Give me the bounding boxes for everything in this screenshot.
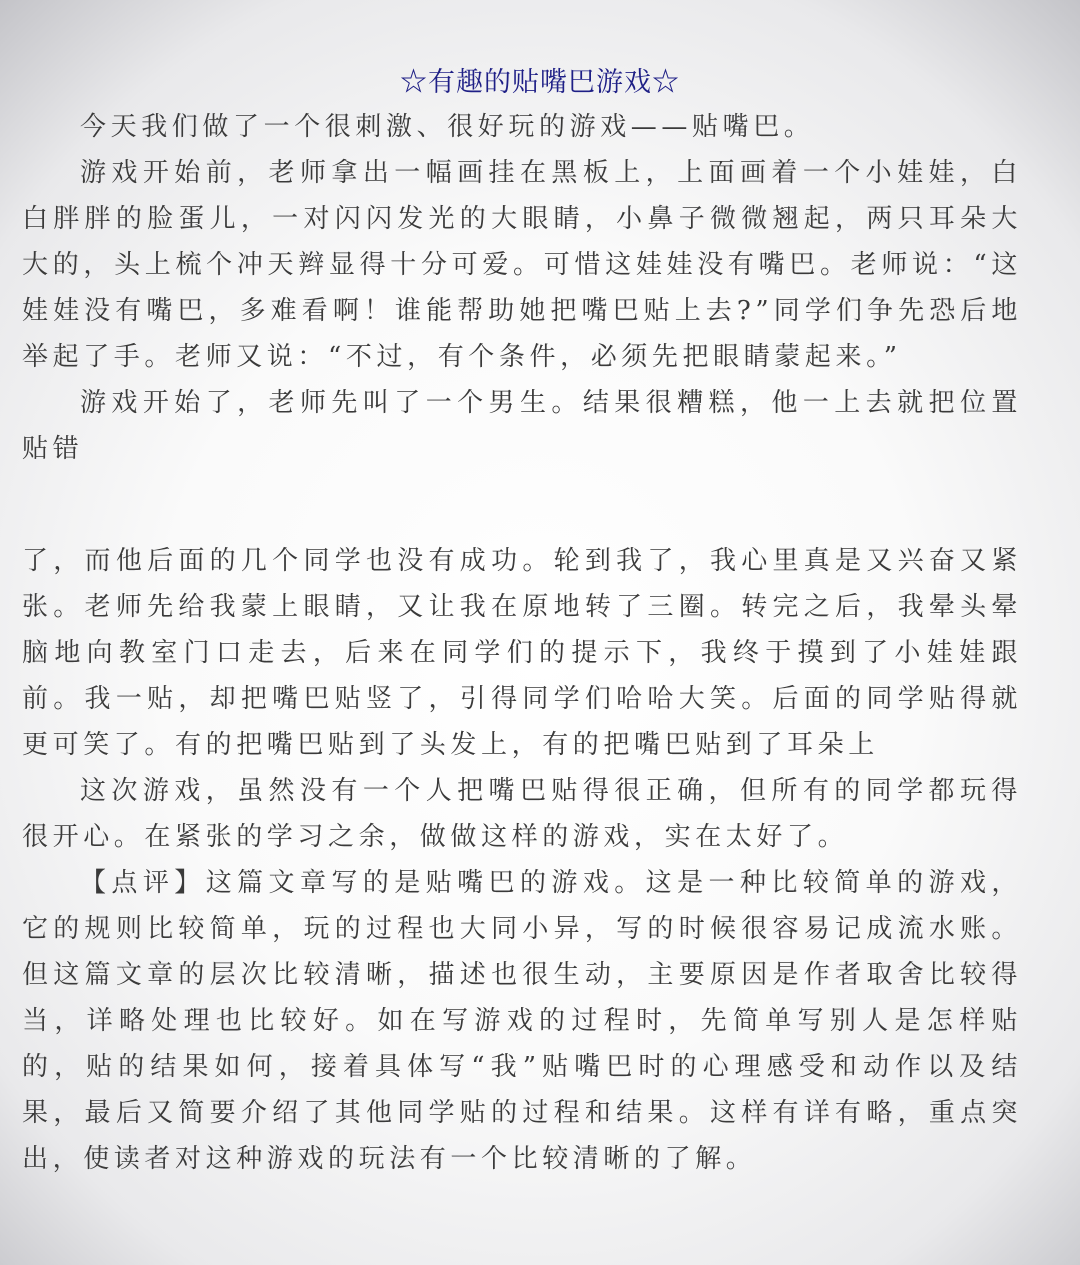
document-title: ☆有趣的贴嘴巴游戏☆ [400,67,680,98]
paragraph-continued: 了，而他后面的几个同学也没有成功。轮到我了，我心里真是又兴奋又紧张。老师先给我蒙上眼睛，又让我在原地转了三圈。转完之后，我晕头晕脑地向教室门口走去，后来在同学们的提示下，我终于摸到了小娃娃跟前。我一贴，却把嘴巴贴竖了，引得同学们哈哈大笑。后面的同学贴得就更可笑了。有的把嘴巴贴到了头发上，有的把嘴巴贴到了耳朵上 [22,546,1022,760]
paragraph-game-start: 游戏开始了，老师先叫了一个男生。结果很糟糕，他一上去就把位置贴错 [22,388,1022,464]
paragraph-intro: 今天我们做了一个很刺激、很好玩的游戏——贴嘴巴。 [80,112,815,142]
paragraph-commentary: 【点评】这篇文章写的是贴嘴巴的游戏。这是一种比较简单的游戏，它的规则比较简单，玩的过程也大同小异，写的时候很容易记成流水账。但这篇文章的层次比较清晰，描述也很生动，主要原因是作者取舍比较得当，详略处理也比较好。如在写游戏的过程时，先简单写别人是怎样贴的，贴的结果如何，接着具体写“我”贴嘴巴时的心理感受和动作以及结果，最后又简要介绍了其他同学贴的过程和结果。这样有详有略，重点突出，使读者对这种游戏的玩法有一个比较清晰的了解。 [22,868,1022,1174]
paragraph-before-game: 游戏开始前，老师拿出一幅画挂在黑板上，上面画着一个小娃娃，白白胖胖的脸蛋儿，一对闪闪发光的大眼睛，小鼻子微微翘起，两只耳朵大大的，头上梳个冲天辫显得十分可爱。可惜这娃娃没有嘴巴。老师说：“这娃娃没有嘴巴，多难看啊！谁能帮助她把嘴巴贴上去?”同学们争先恐后地举起了手。老师又说：“不过，有个条件，必须先把眼睛蒙起来。” [22,158,1022,372]
bottom-text-block [22,538,1022,1182]
top-text-block [22,104,1022,472]
paragraph-conclusion: 这次游戏，虽然没有一个人把嘴巴贴得很正确，但所有的同学都玩得很开心。在紧张的学习之余，做做这样的游戏，实在太好了。 [22,776,1022,852]
